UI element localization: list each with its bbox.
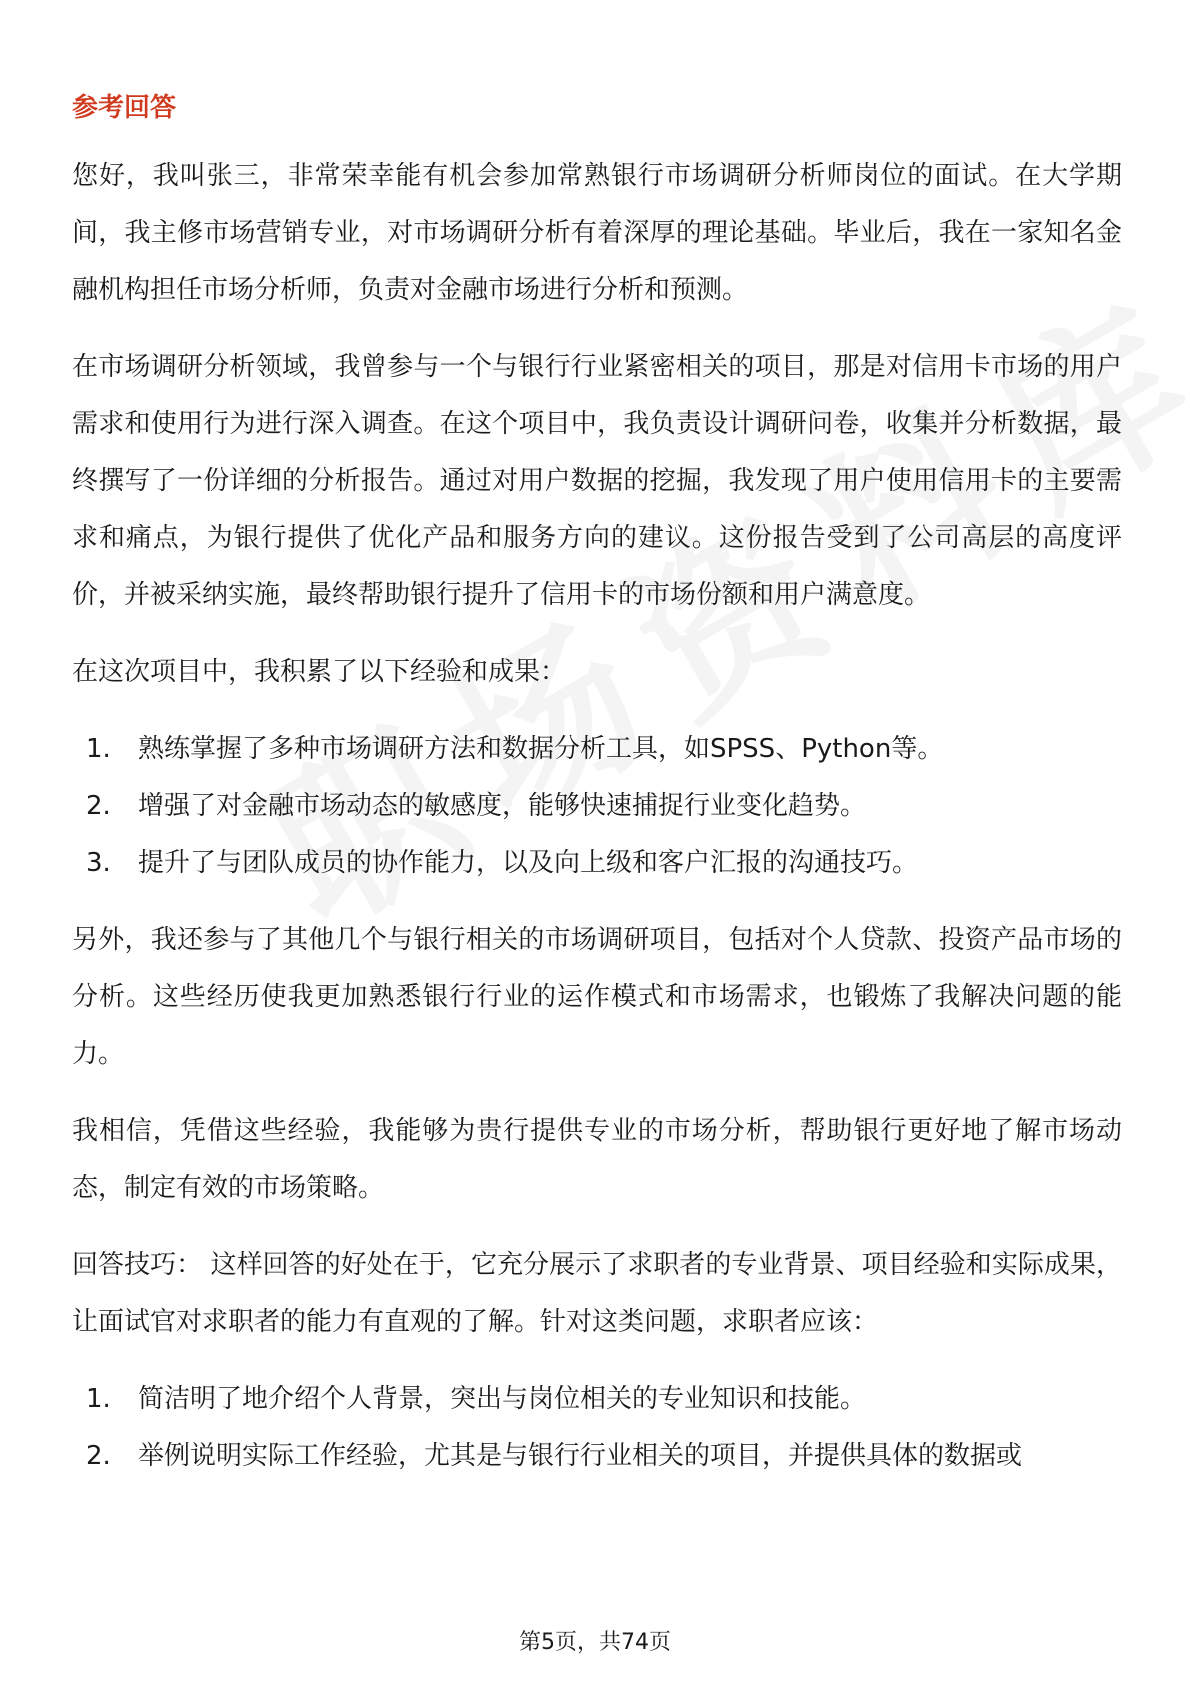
page-number: 第5页，共74页 bbox=[519, 1630, 671, 1655]
document-page bbox=[72, 88, 1122, 1505]
list-number: 3. bbox=[86, 848, 111, 878]
list-item bbox=[72, 778, 1122, 835]
paragraph-project: 在市场调研分析领域，我曾参与一个与银行行业紧密相关的项目，那是对信用卡市场的用户需求和使用行为进行深入调查。在这个项目中，我负责设计调研问卷，收集并分析数据，最终撰写了一份详细的分析报告。通过对用户数据的挖掘，我发现了用户使用信用卡的主要需求和痛点，为银行提供了优化产品和服务方向的建议。这份报告受到了公司高层的高度评价，并被采纳实施，最终帮助银行提升了信用卡的市场份额和用户满意度。 bbox=[72, 352, 1122, 610]
list-item bbox=[72, 1371, 1122, 1428]
paragraph-intro: 您好，我叫张三，非常荣幸能有机会参加常熟银行市场调研分析师岗位的面试。在大学期间，我主修市场营销专业，对市场调研分析有着深厚的理论基础。毕业后，我在一家知名金融机构担任市场分析师，负责对金融市场进行分析和预测。 bbox=[72, 161, 1122, 305]
results-list bbox=[72, 721, 1122, 892]
section-heading: 参考回答 bbox=[72, 93, 177, 123]
paragraph-results-intro: 在这次项目中，我积累了以下经验和成果： bbox=[72, 657, 567, 687]
list-text: 简洁明了地介绍个人背景，突出与岗位相关的专业知识和技能。 bbox=[138, 1384, 867, 1414]
list-text: 提升了与团队成员的协作能力，以及向上级和客户汇报的沟通技巧。 bbox=[138, 848, 919, 878]
list-text: 熟练掌握了多种市场调研方法和数据分析工具，如SPSS、Python等。 bbox=[138, 734, 944, 764]
list-item bbox=[72, 835, 1122, 892]
tips-list bbox=[72, 1371, 1122, 1485]
list-number: 1. bbox=[86, 734, 111, 764]
list-number: 2. bbox=[86, 791, 111, 821]
list-number: 1. bbox=[86, 1384, 111, 1414]
paragraph-tips: 回答技巧： 这样回答的好处在于，它充分展示了求职者的专业背景、项目经验和实际成果，让面试官对求职者的能力有直观的了解。针对这类问题，求职者应该： bbox=[72, 1250, 1122, 1337]
list-item bbox=[72, 721, 1122, 778]
list-text: 举例说明实际工作经验，尤其是与银行行业相关的项目，并提供具体的数据或 bbox=[138, 1441, 1023, 1471]
list-number: 2. bbox=[86, 1441, 111, 1471]
paragraph-other-projects: 另外，我还参与了其他几个与银行相关的市场调研项目，包括对个人贷款、投资产品市场的分析。这些经历使我更加熟悉银行行业的运作模式和市场需求，也锻炼了我解决问题的能力。 bbox=[72, 925, 1122, 1069]
list-text: 增强了对金融市场动态的敏感度，能够快速捕捉行业变化趋势。 bbox=[138, 791, 867, 821]
list-item bbox=[72, 1428, 1122, 1485]
paragraph-conclusion: 我相信，凭借这些经验，我能够为贵行提供专业的市场分析，帮助银行更好地了解市场动态，制定有效的市场策略。 bbox=[72, 1116, 1122, 1203]
